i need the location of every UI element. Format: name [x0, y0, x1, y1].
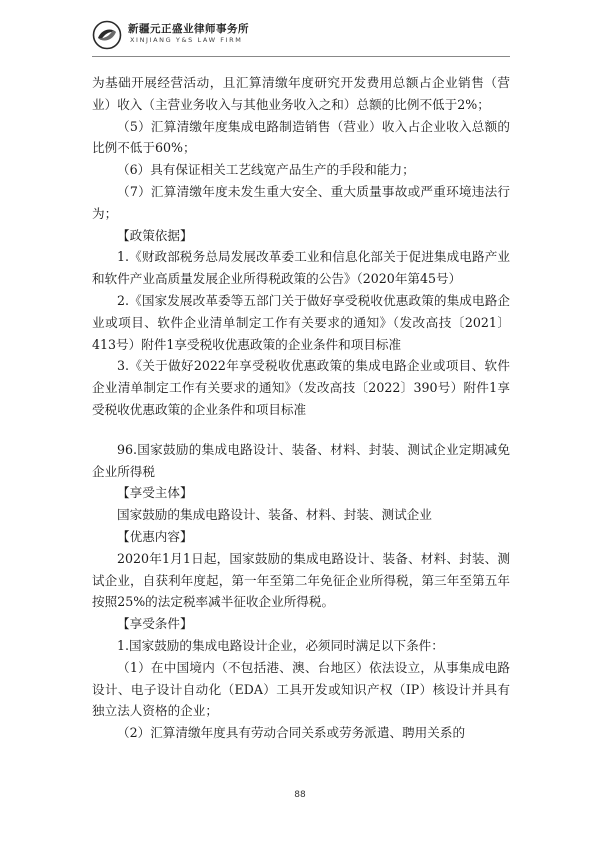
section-spacer	[92, 421, 510, 439]
body-paragraph: 96.国家鼓励的集成电路设计、装备、材料、封装、测试企业定期减免企业所得税	[92, 441, 510, 479]
body-paragraph: 【享受主体】	[117, 485, 193, 501]
page-header	[92, 18, 512, 54]
header-divider	[92, 56, 510, 57]
body-paragraph: （6）具有保证相关工艺线宽产品生产的手段和能力；	[117, 162, 415, 178]
body-paragraph: 为基础开展经营活动，且汇算清缴年度研究开发费用总额占企业销售（营业）收入（主营业务收入与其他业务收入之和）总额的比例不低于2%；	[92, 75, 510, 112]
body-paragraph: 【享受条件】	[117, 616, 193, 632]
body-paragraph: 1.国家鼓励的集成电路设计企业，必须同时满足以下条件：	[117, 637, 444, 653]
body-paragraph: （2）汇算清缴年度具有劳动合同关系或劳务派遣、聘用关系的	[117, 725, 466, 741]
document-body	[92, 72, 510, 744]
body-paragraph: （5）汇算清缴年度集成电路制造销售（营业）收入占企业收入总额的比例不低于60%；	[92, 118, 510, 156]
body-paragraph: 2020年1月1日起，国家鼓励的集成电路设计、装备、材料、封装、测试企业，自获利年度起，第一年至第二年免征企业所得税，第三年至第五年按照25%的法定税率减半征收企业所得税。	[92, 550, 510, 610]
body-paragraph: 2.《国家发展改革委等五部门关于做好享受税收优惠政策的集成电路企业或项目、软件企业清单制定工作有关要求的通知》（发改高技〔2021〕413号）附件1享受税收优惠政策的企业条件和项目标准	[92, 292, 510, 352]
body-paragraph: 【优惠内容】	[117, 528, 193, 544]
firm-name-en: XINJIANG Y&S LAW FIRM	[130, 36, 243, 44]
firm-name-cn: 新疆元正盛业律师事务所	[128, 23, 249, 35]
body-paragraph: 【政策依据】	[117, 227, 193, 243]
firm-logo-icon	[92, 20, 122, 50]
body-paragraph: 国家鼓励的集成电路设计、装备、材料、封装、测试企业	[117, 507, 432, 523]
body-paragraph: 1.《财政部税务总局发展改革委工业和信息化部关于促进集成电路产业和软件产业高质量发展企业所得税政策的公告》（2020年第45号）	[92, 249, 510, 287]
body-paragraph: （1）在中国境内（不包括港、澳、台地区）依法设立，从事集成电路设计、电子设计自动化（EDA）工具开发或知识产权（IP）核设计并具有独立法人资格的企业；	[92, 659, 510, 719]
body-paragraph: 3.《关于做好2022年享受税收优惠政策的集成电路企业或项目、软件企业清单制定工作有关要求的通知》（发改高技〔2022〕390号）附件1享受税收优惠政策的企业条件和项目标准	[92, 358, 510, 417]
body-paragraph: （7）汇算清缴年度未发生重大安全、重大质量事故或严重环境违法行为；	[92, 183, 510, 221]
page-number: 88	[294, 790, 306, 800]
